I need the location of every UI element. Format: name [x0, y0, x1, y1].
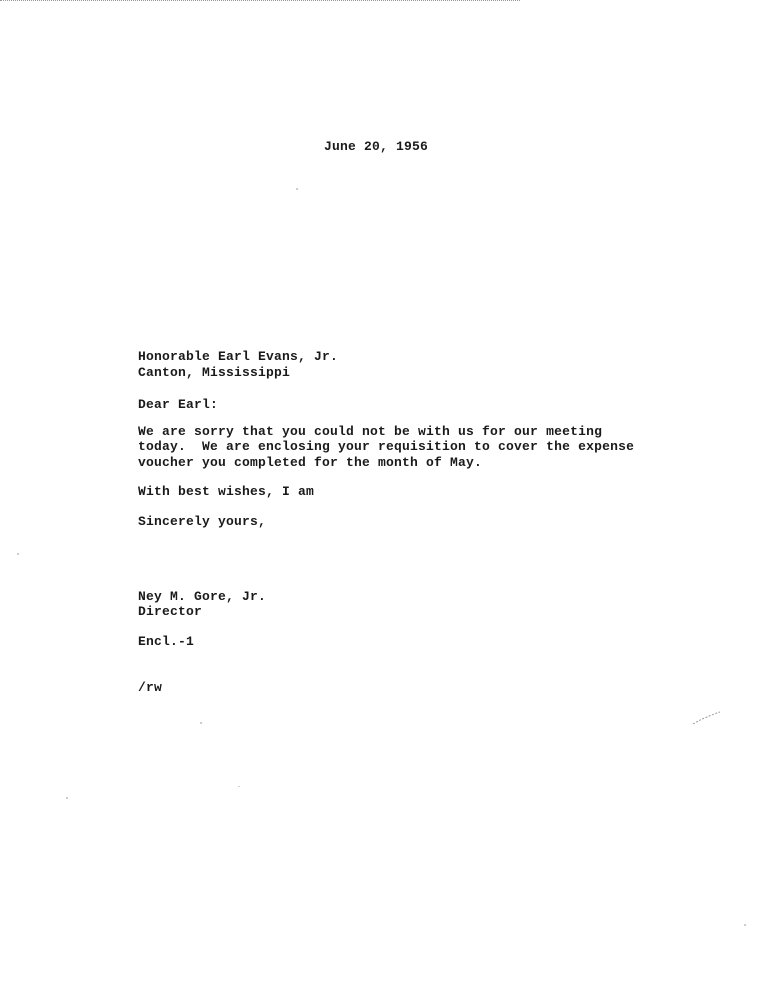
body-line-1: We are sorry that you could not be with us for our meeting [138, 424, 603, 439]
scan-speck [17, 553, 19, 555]
typist-initials: /rw [138, 680, 163, 695]
complimentary-close: Sincerely yours, [138, 514, 267, 529]
scan-speck [200, 722, 202, 724]
letter-date: June 20, 1956 [324, 139, 429, 154]
salutation: Dear Earl: [138, 397, 219, 412]
enclosure-notation: Encl.-1 [138, 634, 195, 649]
scan-speck [66, 797, 68, 799]
signer-title: Director [138, 604, 203, 619]
scan-speck [744, 924, 746, 926]
scan-speck [296, 188, 298, 190]
signer-name: Ney M. Gore, Jr. [138, 589, 267, 604]
page-top-edge-dots [0, 0, 520, 1]
scan-pencil-mark [692, 710, 722, 726]
closing-line: With best wishes, I am [138, 484, 315, 499]
body-line-2: today. We are enclosing your requisition to cover the expense [138, 439, 635, 454]
recipient-location: Canton, Mississippi [138, 365, 291, 380]
body-line-3: voucher you completed for the month of May. [138, 455, 483, 470]
scan-speck [238, 786, 240, 787]
recipient-name: Honorable Earl Evans, Jr. [138, 349, 339, 364]
